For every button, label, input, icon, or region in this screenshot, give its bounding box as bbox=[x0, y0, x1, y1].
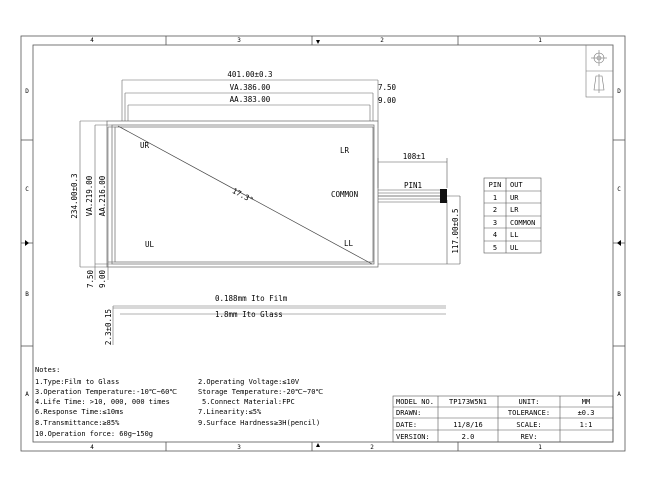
date-value: 11/8/16 bbox=[453, 421, 483, 429]
note-line: 5.Connect Material:FPC bbox=[202, 398, 295, 406]
rev-label: REV: bbox=[520, 433, 538, 441]
zone-bottom-2: 2 bbox=[370, 444, 374, 451]
corner-label-lr: LR bbox=[340, 146, 350, 155]
pin-table-header-pin: PIN bbox=[488, 181, 502, 189]
right-margin-outer: 7.50 bbox=[378, 83, 397, 92]
note-line: 4.Life Time: >10, 000, 000 times bbox=[35, 398, 170, 406]
zone-right-b: B bbox=[617, 291, 621, 298]
zone-left-a: A bbox=[25, 391, 29, 398]
zone-bottom-4: 4 bbox=[90, 444, 94, 451]
right-margin-inner: 9.00 bbox=[378, 96, 397, 105]
pin-output: LL bbox=[510, 231, 519, 239]
pin-output: UR bbox=[510, 194, 519, 202]
zone-right-d: D bbox=[617, 88, 621, 95]
zone-top-4: 4 bbox=[90, 37, 94, 44]
diagonal-size: 17.3" bbox=[230, 186, 255, 205]
aa-width-dimension: AA.383.00 bbox=[229, 95, 271, 104]
corner-label-ul: UL bbox=[145, 240, 155, 249]
pin-table-header-out: OUT bbox=[510, 181, 523, 189]
scale-value: 1:1 bbox=[579, 421, 593, 429]
note-line: 10.Operation force: 60g~150g bbox=[35, 430, 154, 438]
version-label: VERSION: bbox=[396, 433, 430, 441]
thickness-dimension: 2.3±0.15 bbox=[104, 308, 113, 346]
note-line: 7.Linearity:≤5% bbox=[198, 408, 262, 416]
overall-height-dimension: 234.00±0.3 bbox=[70, 173, 79, 219]
title-block bbox=[393, 396, 613, 442]
tail-position-dimension: 117.00±0.5 bbox=[451, 208, 460, 254]
projection-symbol-icon bbox=[586, 45, 613, 97]
corner-label-ur: UR bbox=[140, 141, 150, 150]
pin-output: COMMON bbox=[510, 219, 536, 227]
pin-number: 3 bbox=[492, 219, 498, 227]
drawn-label: DRAWN: bbox=[396, 409, 422, 417]
film-layer-label: 0.188mm Ito Film bbox=[215, 294, 288, 303]
date-label: DATE: bbox=[396, 421, 418, 429]
zone-top-2: 2 bbox=[380, 37, 384, 44]
aa-height-dimension: AA.216.00 bbox=[98, 175, 107, 217]
notes-section bbox=[35, 366, 323, 438]
zone-bottom-1: 1 bbox=[538, 444, 542, 451]
pin1-label: PIN1 bbox=[404, 181, 423, 190]
pin-table bbox=[484, 178, 541, 253]
unit-value: MM bbox=[581, 398, 591, 406]
scale-label: SCALE: bbox=[516, 421, 542, 429]
note-line: Storage Temperature:-20℃~70℃ bbox=[198, 388, 324, 396]
note-line: 6.Response Time:≤10ms bbox=[35, 408, 124, 416]
fpc-tail bbox=[378, 158, 460, 264]
model-label: MODEL NO. bbox=[396, 398, 434, 406]
glass-layer-label: 1.8mm Ito Glass bbox=[215, 310, 283, 319]
corner-label-ll: LL bbox=[344, 239, 354, 248]
unit-label: UNIT: bbox=[518, 398, 540, 406]
va-height-dimension: VA.219.00 bbox=[85, 175, 94, 217]
pin-number: 1 bbox=[492, 194, 498, 202]
fpc-connector bbox=[440, 189, 447, 203]
note-line: 8.Transmittance:≥85% bbox=[35, 419, 120, 427]
zone-right-c: C bbox=[617, 186, 621, 193]
note-line: 3.Operation Temperature:-10℃~60℃ bbox=[35, 388, 178, 396]
note-line: 1.Type:Film to Glass bbox=[35, 378, 120, 386]
version-value: 2.0 bbox=[461, 433, 475, 441]
zone-bottom-3: 3 bbox=[237, 444, 241, 451]
model-value: TP173W5N1 bbox=[449, 398, 487, 406]
zone-left-c: C bbox=[25, 186, 29, 193]
note-line: 2.Operating Voltage:≤10V bbox=[198, 378, 300, 386]
zone-top-1: 1 bbox=[538, 37, 542, 44]
va-width-dimension: VA.386.00 bbox=[229, 83, 271, 92]
pin-number: 4 bbox=[492, 231, 498, 239]
pin-number: 5 bbox=[492, 244, 498, 252]
overall-width-dimension: 401.00±0.3 bbox=[227, 70, 273, 79]
tolerance-value: ±0.3 bbox=[577, 409, 595, 417]
zone-left-b: B bbox=[25, 291, 29, 298]
zone-left-d: D bbox=[25, 88, 29, 95]
zone-top-3: 3 bbox=[237, 37, 241, 44]
pin-output: LR bbox=[510, 206, 519, 214]
pin-number: 2 bbox=[492, 206, 498, 214]
note-line: 9.Surface Hardness≥3H(pencil) bbox=[198, 419, 321, 427]
zone-right-a: A bbox=[617, 391, 621, 398]
tolerance-label: TOLERANCE: bbox=[507, 409, 551, 417]
common-label: COMMON bbox=[331, 190, 359, 199]
notes-title: Notes: bbox=[35, 366, 61, 374]
tail-length-dimension: 108±1 bbox=[402, 152, 426, 161]
bottom-margin-inner: 9.00 bbox=[98, 269, 107, 289]
pin-output: UL bbox=[510, 244, 519, 252]
bottom-margin-outer: 7.50 bbox=[86, 269, 95, 289]
